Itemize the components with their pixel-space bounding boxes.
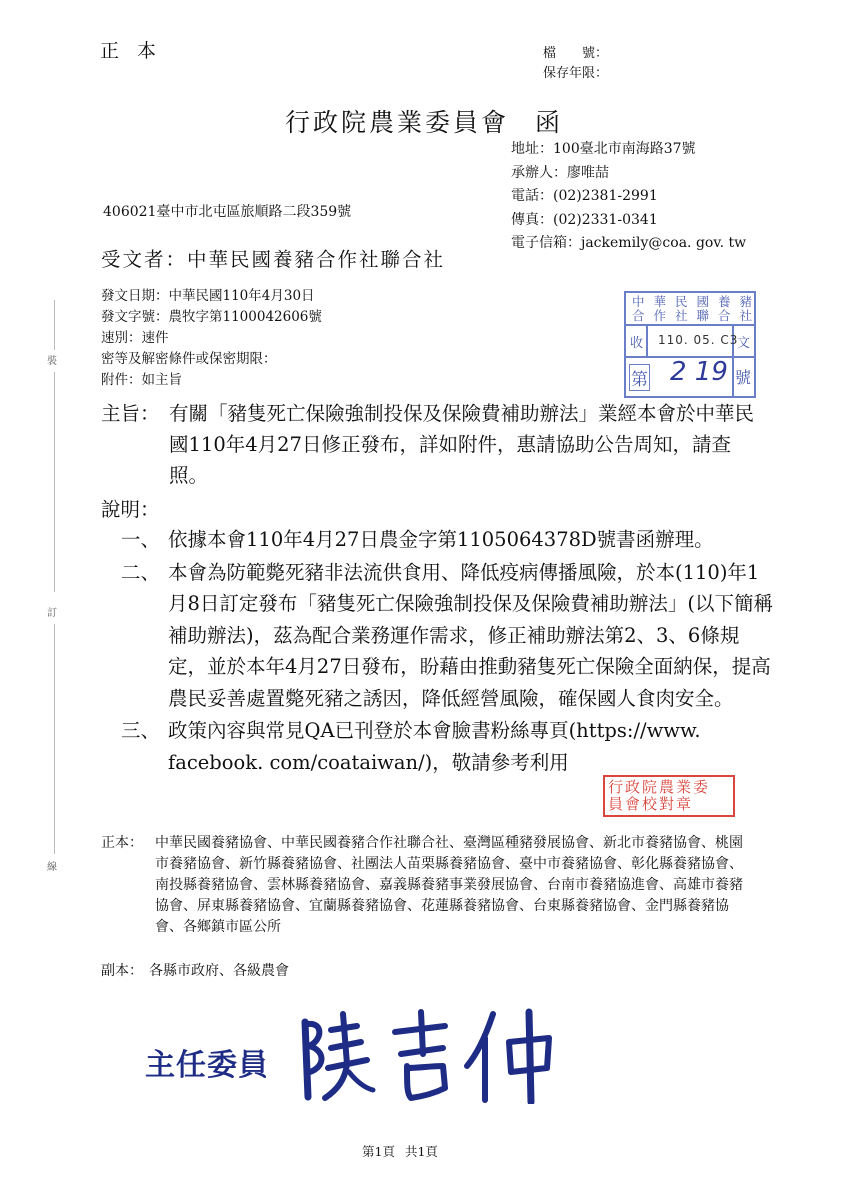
page-current: 第1頁 — [362, 1144, 395, 1159]
subject-label: 主旨： — [101, 402, 160, 425]
explanation-list — [121, 524, 773, 779]
distribution-list: 中華民國養豬協會、中華民國養豬合作社聯合社、臺灣區種豬發展協會、新北市養豬協會、桃園市養豬協會、新竹縣養豬協會、社團法人苗栗縣養豬協會、臺中市養豬協會、彰化縣養豬協會、南投縣養豬協會、雲林縣養豬協會、嘉義縣養豬事業發展協會、台南市養豬協進會、高雄市養豬協會、屏東縣養豬協會、宜蘭縣養豬協會、花蓮縣養豬協會、台東縣養豬協會、金門縣養豬協會、各鄉鎮市區公所 — [155, 835, 743, 935]
retention-label: 保存年限： — [543, 66, 609, 81]
carbon-copy — [101, 961, 289, 982]
binding-line-top — [54, 300, 55, 350]
explanation-item — [121, 557, 773, 715]
stamp-recv-char: 收 — [630, 336, 644, 351]
stamp-wen-char: 文 — [736, 336, 750, 351]
explanation-label: 說明： — [101, 498, 160, 521]
item-number: 一、 — [121, 528, 161, 551]
contact-handler: 承辦人：廖唯喆 — [511, 164, 609, 181]
copy-mark: 正本 — [100, 40, 175, 62]
item-number: 二、 — [121, 560, 161, 584]
issue-date: 發文日期：中華民國110年4月30日 — [101, 288, 315, 304]
item-text: 依據本會110年4月27日農金字第1105064378D號書函辦理。 — [168, 528, 714, 551]
speed-class: 速別：速件 — [101, 330, 169, 346]
attachment: 附件：如主旨 — [101, 372, 182, 388]
handwritten-signature — [145, 1002, 565, 1104]
stamp-hao-char: 號 — [734, 368, 751, 387]
signature-title: 主任委員 — [145, 1048, 269, 1083]
document-number: 發文字號：農牧字第1100042606號 — [101, 309, 322, 325]
recipient-address: 406021臺中市北屯區旅順路二段359號 — [103, 204, 352, 220]
stamp-receipt-number: 2 19 — [670, 357, 728, 387]
document-type: 函 — [535, 108, 564, 137]
subject-text: 有關「豬隻死亡保險強制投保及保險費補助辦法」業經本會於中華民國110年4月27日修正發布，詳如附件，惠請協助公告周知，請查照。 — [169, 402, 755, 487]
item-text: 政策內容與常見QA已刊登於本會臉書粉絲專頁(https://www. facebook. com/coataiwan/)，敬請參考利用 — [168, 719, 701, 774]
file-number-label: 檔 號： — [543, 46, 609, 61]
official-seal — [603, 775, 735, 817]
binding-mark-middle: 訂 — [47, 608, 57, 619]
contact-phone: 電話：(02)2381-2991 — [511, 188, 658, 204]
stamp-org-line-2: 合作社聯合社 — [632, 308, 762, 323]
binding-line-mid — [54, 372, 55, 592]
cc-list: 各縣市政府、各級農會 — [149, 963, 289, 979]
contact-email: 電子信箱：jackemily@coa. gov. tw — [511, 235, 747, 251]
stamp-org-name — [632, 295, 761, 323]
seal-line-2: 員會校對章 — [608, 795, 694, 813]
document-meta — [101, 286, 322, 391]
item-text: 本會為防範斃死豬非法流供食用、降低疫病傳播風險，於本(110)年1月8日訂定發布「豬隻死亡保險強制投保及保險費補助辦法」(以下簡稱補助辦法)，茲為配合業務運作需求，修正補助辦法第2、3、6條規定，並於本年4月27日發布，盼藉由推動豬隻死亡保險全面納保，提高農民妥善處置斃死豬之誘因，降低經營風險，確保國人食肉安全。 — [168, 560, 774, 710]
item-number: 三、 — [121, 719, 161, 742]
binding-mark-top: 裝 — [47, 356, 57, 367]
binding-line-low — [54, 624, 55, 854]
secrecy-level: 密等及解密條件或保密期限： — [101, 351, 277, 367]
document-title — [285, 103, 563, 139]
cc-label: 副本： — [101, 963, 143, 979]
receipt-stamp — [624, 291, 762, 398]
page-total: 共1頁 — [404, 1144, 438, 1159]
contact-block — [511, 138, 746, 256]
stamp-di-char: 第 — [629, 364, 650, 391]
explanation-item — [121, 524, 773, 556]
stamp-org-line-1: 中華民國養豬 — [632, 294, 762, 309]
stamp-date: 110. 05. C3 — [658, 333, 739, 347]
agency-name: 行政院農業委員會 — [285, 108, 510, 137]
binding-mark-bottom: 線 — [47, 862, 57, 873]
contact-address: 地址：100臺北市南海路37號 — [511, 141, 696, 157]
contact-fax: 傳真：(02)2331-0341 — [511, 211, 658, 228]
distribution-label: 正本： — [101, 835, 143, 851]
recipient: 受文者：中華民國養豬合作社聯合社 — [101, 248, 446, 271]
file-info — [543, 44, 608, 84]
seal-line-1: 行政院農業委 — [608, 778, 711, 796]
explanation-item — [121, 715, 773, 778]
page-number — [362, 1142, 438, 1160]
